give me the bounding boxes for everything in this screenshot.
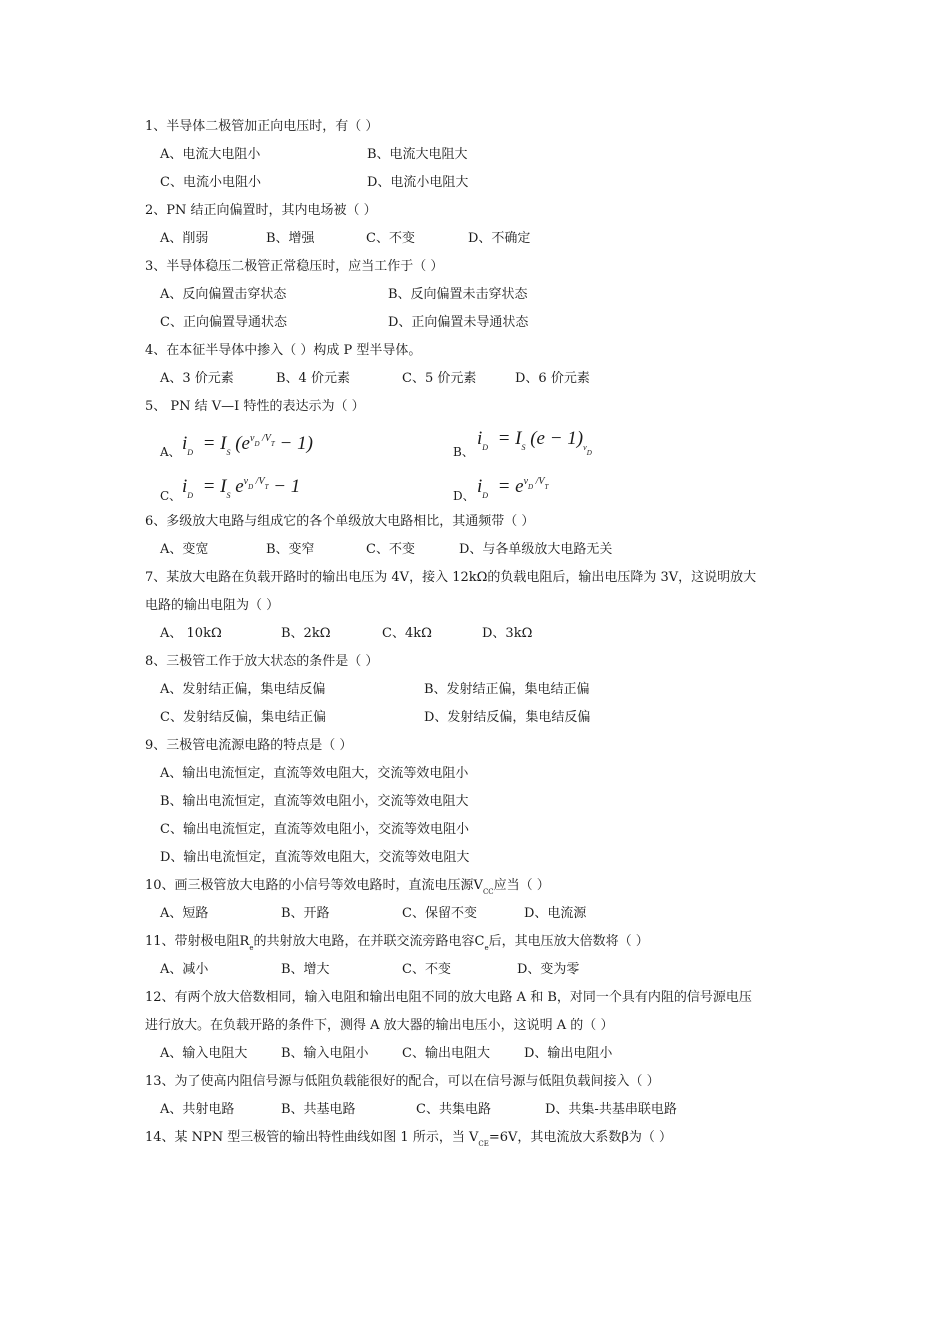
q10-option-a: A、短路 [160, 906, 209, 921]
q9-option-b: B、输出电流恒定，直流等效电阻小，交流等效电阻大 [160, 794, 469, 809]
q3-option-a: A、反向偏置击穿状态 [160, 287, 287, 302]
question-10: 10、画三极管放大电路的小信号等效电路时，直流电压源$V_{CC}$应当（ ） [145, 878, 550, 896]
q7-option-b: B、2kΩ [281, 626, 331, 641]
q5-option-a: A、 [160, 445, 181, 459]
question-14: 14、某 NPN 型三极管的输出特性曲线如图 1 所示，当 $V_{CE}=6V$，其电流放大系数β为（ ） [145, 1130, 673, 1148]
q9-option-c: C、输出电流恒定，直流等效电阻小，交流等效电阻小 [160, 822, 469, 837]
q7-option-c: C、4kΩ [382, 626, 432, 641]
q10-option-d: D、电流源 [524, 906, 587, 921]
q4-option-d: D、6 价元素 [515, 371, 590, 386]
q5-formula-b: $i_D = I_S$ $(e - 1)_{vD}$ [477, 428, 592, 457]
q8-option-d: D、发射结反偏，集电结反偏 [424, 710, 591, 725]
q5-formula-c: $i_D = I_S$ $e^{v_D /V_T} - 1$ [182, 476, 301, 500]
q11-option-b: B、增大 [281, 962, 330, 977]
q1-option-a: A、电流大电阻小 [160, 147, 261, 162]
q2-option-b: B、增强 [266, 231, 315, 246]
q5-formula-a: $i_D = I_S$ $(e^{v_D /V_T} - 1)$ [182, 433, 313, 457]
q7-option-d: D、3kΩ [482, 626, 533, 641]
q8-option-b: B、发射结正偏，集电结正偏 [424, 682, 590, 697]
question-5: 5、 PN 结 V—I 特性的表达示为（ ） [145, 399, 365, 414]
question-1: 1、半导体二极管加正向电压时，有（ ） [145, 119, 379, 134]
question-12: 12、有两个放大倍数相同，输入电阻和输出电阻不同的放大电路 A 和 B，对同一个具有内阻的信号源电压 [145, 990, 752, 1005]
q2-option-c: C、不变 [366, 231, 415, 246]
q9-option-d: D、输出电流恒定，直流等效电阻大，交流等效电阻大 [160, 850, 470, 865]
question-7: 7、某放大电路在负载开路时的输出电压为 4V，接入 12kΩ的负载电阻后，输出电压降为 3V，这说明放大 [145, 570, 757, 585]
q13-option-c: C、共集电路 [416, 1102, 491, 1117]
q12-option-c: C、输出电阻大 [402, 1046, 490, 1061]
q1-option-d: D、电流小电阻大 [367, 175, 469, 190]
q5-option-b: B、 [453, 445, 474, 459]
q5-formula-d: $i_D = e^{v_D /V_T}$ [477, 476, 549, 500]
q10-option-c: C、保留不变 [402, 906, 477, 921]
q1-option-b: B、电流大电阻大 [367, 147, 468, 162]
q6-option-b: B、变窄 [266, 542, 315, 557]
q13-option-b: B、共基电路 [281, 1102, 356, 1117]
q11-option-a: A、减小 [160, 962, 209, 977]
q8-option-c: C、发射结反偏，集电结正偏 [160, 710, 326, 725]
question-4: 4、在本征半导体中掺入（ ）构成 P 型半导体。 [145, 343, 422, 358]
q3-option-d: D、正向偏置未导通状态 [388, 315, 529, 330]
q13-option-a: A、共射电路 [160, 1102, 235, 1117]
q12-option-d: D、输出电阻小 [524, 1046, 613, 1061]
q3-option-c: C、正向偏置导通状态 [160, 315, 287, 330]
q6-option-d: D、与各单级放大电路无关 [459, 542, 613, 557]
q12-option-b: B、输入电阻小 [281, 1046, 369, 1061]
question-6: 6、多级放大电路与组成它的各个单级放大电路相比，其通频带（ ） [145, 514, 535, 529]
q2-option-d: D、不确定 [468, 231, 531, 246]
q2-option-a: A、削弱 [160, 231, 209, 246]
question-11: 11、带射极电阻$R_e$的共射放大电路，在并联交流旁路电容$C_e$后，其电压放大倍数将（ ） [145, 934, 649, 952]
question-13: 13、为了使高内阻信号源与低阻负载能很好的配合，可以在信号源与低阻负载间接入（ ） [145, 1074, 660, 1089]
q13-option-d: D、共集-共基串联电路 [545, 1102, 677, 1117]
q11-option-d: D、变为零 [517, 962, 580, 977]
question-3: 3、半导体稳压二极管正常稳压时，应当工作于（ ） [145, 259, 444, 274]
q8-option-a: A、发射结正偏，集电结反偏 [160, 682, 326, 697]
q5-option-d: D、 [453, 489, 475, 503]
q11-option-c: C、不变 [402, 962, 451, 977]
q4-option-b: B、4 价元素 [276, 371, 350, 386]
q6-option-c: C、不变 [366, 542, 415, 557]
question-8: 8、三极管工作于放大状态的条件是（ ） [145, 654, 379, 669]
q7-option-a: A、 10kΩ [160, 626, 222, 641]
q3-option-b: B、反向偏置未击穿状态 [388, 287, 528, 302]
q4-option-c: C、5 价元素 [402, 371, 477, 386]
question-2: 2、PN 结正向偏置时，其内电场被（ ） [145, 203, 377, 218]
q1-option-c: C、电流小电阻小 [160, 175, 261, 190]
q5-option-c: C、 [160, 489, 182, 503]
question-9: 9、三极管电流源电路的特点是（ ） [145, 738, 353, 753]
q12-option-a: A、输入电阻大 [160, 1046, 248, 1061]
q10-option-b: B、开路 [281, 906, 330, 921]
question-12-cont: 进行放大。在负载开路的条件下，测得 A 放大器的输出电压小，这说明 A 的（ ） [145, 1018, 614, 1033]
question-7-cont: 电路的输出电阻为（ ） [145, 598, 280, 613]
q9-option-a: A、输出电流恒定，直流等效电阻大，交流等效电阻小 [160, 766, 469, 781]
q4-option-a: A、3 价元素 [160, 371, 234, 386]
q6-option-a: A、变宽 [160, 542, 209, 557]
